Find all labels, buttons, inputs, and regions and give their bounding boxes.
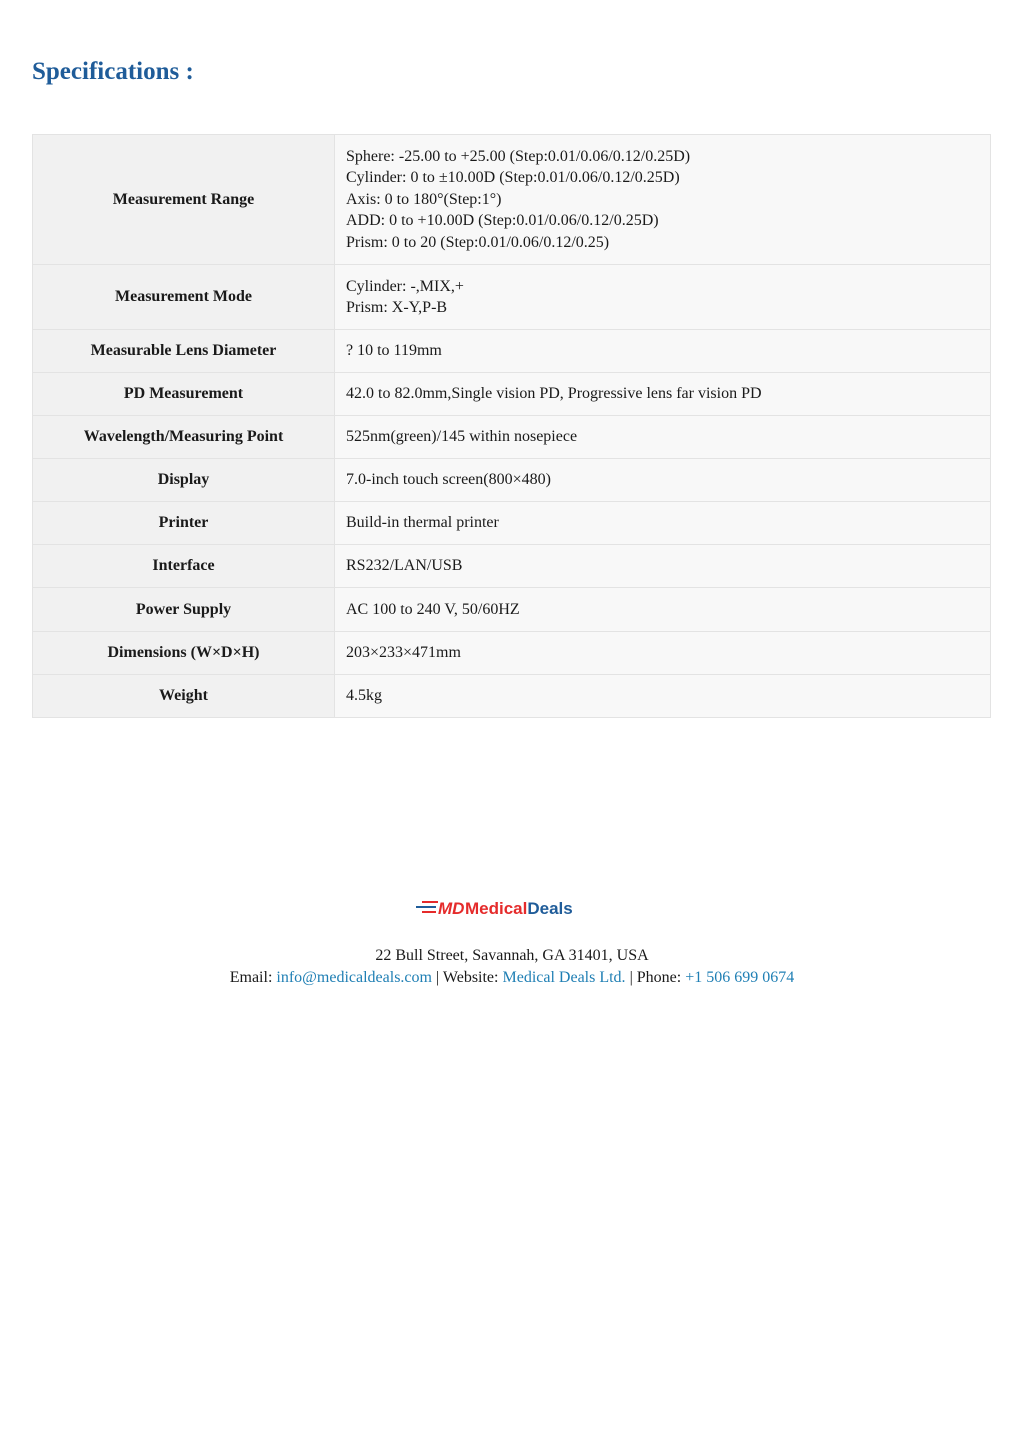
spec-value-line: 7.0-inch touch screen(800×480): [346, 471, 551, 489]
spec-value: [335, 675, 991, 718]
logo-text-medical: Medical: [465, 899, 528, 918]
spec-row: [33, 265, 991, 330]
spec-row: [33, 330, 991, 373]
spec-value-line: ? 10 to 119mm: [346, 342, 442, 360]
logo-wordmark: [465, 899, 573, 918]
spec-label: Interface: [33, 545, 335, 588]
phone-link[interactable]: +1 506 699 0674: [685, 968, 795, 986]
spec-value-line: Sphere: -25.00 to +25.00 (Step:0.01/0.06/0.12/0.25D): [346, 147, 691, 165]
spec-value-line: 4.5kg: [346, 687, 382, 705]
email-link[interactable]: info@medicaldeals.com: [276, 968, 432, 986]
separator: |: [435, 968, 440, 986]
spec-label: Dimensions (W×D×H): [33, 632, 335, 675]
spec-label: PD Measurement: [33, 373, 335, 416]
spec-value-line: Prism: X-Y,P-B: [346, 299, 448, 316]
spec-value: [335, 588, 991, 632]
spec-row: [33, 675, 991, 718]
medical-deals-logo: [412, 890, 612, 924]
spec-value-line: AC 100 to 240 V, 50/60HZ: [346, 600, 520, 618]
page-title: Specifications :: [32, 58, 194, 85]
logo-mark: MD: [438, 899, 465, 918]
spec-value-line: 42.0 to 82.0mm,Single vision PD, Progressive lens far vision PD: [346, 385, 762, 403]
logo-text-deals: Deals: [527, 899, 573, 918]
spec-value-line: 203×233×471mm: [346, 644, 461, 662]
spec-label: Weight: [33, 675, 335, 718]
footer-address: 22 Bull Street, Savannah, GA 31401, USA: [375, 947, 649, 964]
footer: [0, 890, 1024, 988]
specifications-table-body: [33, 135, 991, 718]
spec-value: [335, 545, 991, 588]
spec-value: [335, 416, 991, 459]
spec-row: [33, 545, 991, 588]
email-label: Email:: [229, 968, 273, 986]
website-link[interactable]: Medical Deals Ltd.: [502, 968, 626, 986]
spec-value: [335, 330, 991, 373]
website-label: Website:: [442, 968, 499, 986]
spec-value: [335, 502, 991, 545]
spec-label: Measurable Lens Diameter: [33, 330, 335, 373]
spec-label: Printer: [33, 502, 335, 545]
logo-speed-lines: [416, 902, 438, 912]
spec-value-line: Cylinder: -,MIX,+: [346, 277, 464, 295]
spec-value: [335, 459, 991, 502]
phone-label: Phone:: [636, 968, 682, 986]
spec-label: Display: [33, 459, 335, 502]
spec-row: [33, 135, 991, 265]
spec-row: [33, 416, 991, 459]
spec-row: [33, 588, 991, 632]
spec-value: [335, 373, 991, 416]
spec-row: [33, 373, 991, 416]
spec-value-line: Cylinder: 0 to ±10.00D (Step:0.01/0.06/0.12/0.25D): [346, 169, 680, 187]
spec-row: [33, 459, 991, 502]
spec-value: [335, 135, 991, 265]
specifications-table: [32, 134, 991, 718]
spec-label: Measurement Range: [33, 135, 335, 265]
spec-value: [335, 265, 991, 330]
spec-label: Power Supply: [33, 588, 335, 632]
spec-label: Wavelength/Measuring Point: [33, 416, 335, 459]
spec-row: [33, 502, 991, 545]
spec-row: [33, 632, 991, 675]
spec-value-line: ADD: 0 to +10.00D (Step:0.01/0.06/0.12/0.25D): [346, 212, 659, 230]
spec-value-line: RS232/LAN/USB: [346, 557, 463, 575]
footer-contact-line: [0, 967, 1024, 989]
spec-value-line: Build-in thermal printer: [346, 514, 499, 532]
separator: |: [629, 968, 633, 986]
spec-value-line: 525nm(green)/145 within nosepiece: [346, 428, 578, 446]
spec-label: Measurement Mode: [33, 265, 335, 330]
spec-value-line: Prism: 0 to 20 (Step:0.01/0.06/0.12/0.25): [346, 233, 610, 251]
spec-value-line: Axis: 0 to 180°(Step:1°): [346, 190, 502, 208]
spec-value: [335, 632, 991, 675]
